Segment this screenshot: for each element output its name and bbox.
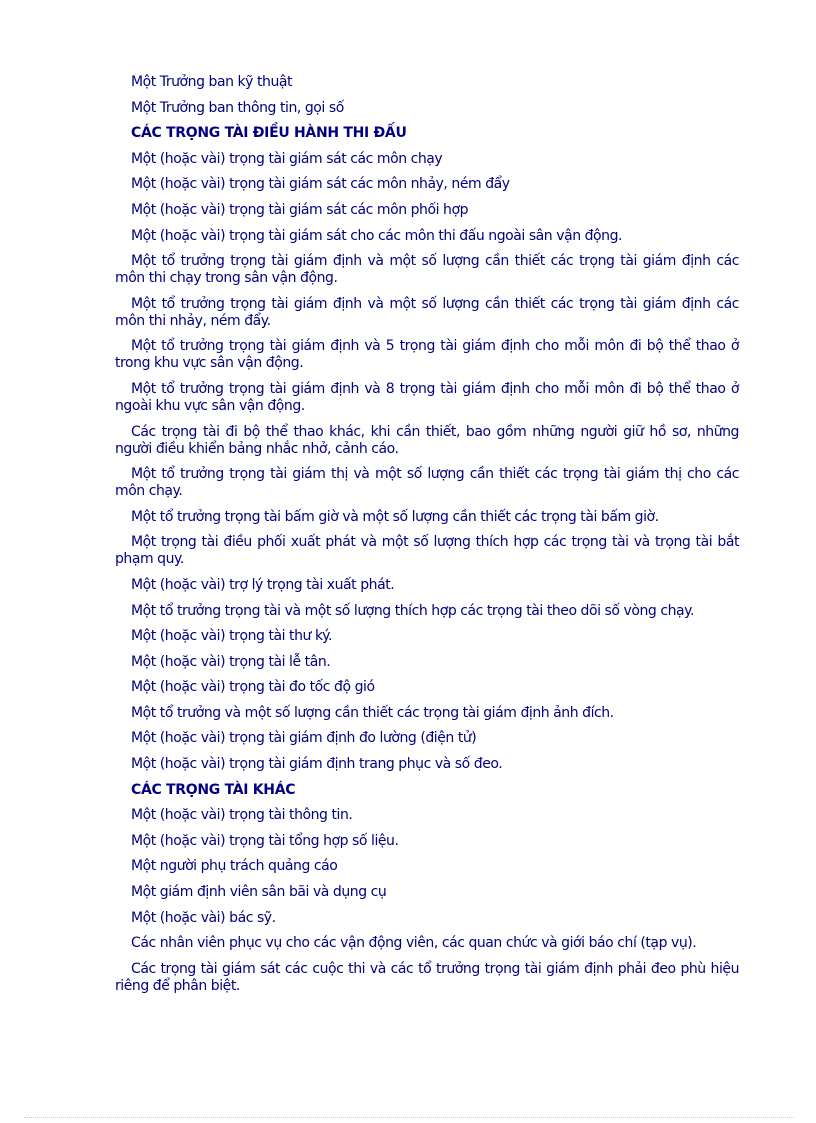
paragraph: Một (hoặc vài) trợ lý trọng tài xuất phát. [131, 576, 395, 593]
paragraph: Một trọng tài điều phối xuất phát và một số lượng thích hợp các trọng tài và trọng tài bắt phạm quy. [115, 534, 739, 568]
paragraph: Một (hoặc vài) trọng tài giám sát cho các môn thi đấu ngoài sân vận động. [131, 227, 623, 244]
paragraph: Một (hoặc vài) trọng tài giám sát các môn chạy [131, 150, 443, 167]
paragraph: Một tổ trưởng và một số lượng cần thiết các trọng tài giám định ảnh đích. [131, 704, 614, 721]
paragraph: Một tổ trưởng trọng tài giám định và 8 trọng tài giám định cho mỗi môn đi bộ thể thao ở ngoài khu vực sân vận động. [115, 380, 739, 414]
section-heading: CÁC TRỌNG TÀI KHÁC [131, 781, 296, 798]
paragraph: Các trọng tài đi bộ thể thao khác, khi cần thiết, bao gồm những người giữ hồ sơ, những người điều khiển bảng nhắc nhở, cảnh cáo. [115, 423, 739, 457]
paragraph: Một (hoặc vài) trọng tài giám sát các môn nhảy, ném đẩy [131, 176, 510, 193]
paragraph: Một (hoặc vài) trọng tài thư ký. [131, 628, 332, 645]
paragraph: Một tổ trưởng trọng tài giám định và 5 trọng tài giám định cho mỗi môn đi bộ thể thao ở trong khu vực sân vận động. [115, 338, 739, 372]
paragraph: Một (hoặc vài) trọng tài giám sát các môn phối hợp [131, 201, 469, 218]
paragraph: Một tổ trưởng trọng tài giám định và một số lượng cần thiết các trọng tài giám định các môn thi nhảy, ném đẩy. [115, 295, 739, 329]
page-bottom-divider [24, 1117, 794, 1118]
paragraph: Một (hoặc vài) trọng tài lễ tân. [131, 653, 331, 670]
paragraph: Một (hoặc vài) bác sỹ. [131, 909, 276, 926]
paragraph: Các trọng tài giám sát các cuộc thi và các tổ trưởng trọng tài giám định phải đeo phù hiệu riêng để phân biệt. [115, 960, 739, 994]
paragraph: Các nhân viên phục vụ cho các vận động viên, các quan chức và giới báo chí (tạp vụ). [131, 935, 697, 952]
paragraph: Một tổ trưởng trọng tài bấm giờ và một số lượng cần thiết các trọng tài bấm giờ. [131, 508, 659, 525]
paragraph: Một giám định viên sân bãi và dụng cụ [131, 884, 387, 901]
paragraph: Một (hoặc vài) trọng tài đo tốc độ gió [131, 679, 375, 696]
paragraph: Một (hoặc vài) trọng tài tổng hợp số liệu. [131, 832, 399, 849]
document-page [115, 74, 739, 1003]
paragraph: Một (hoặc vài) trọng tài giám định đo lường (điện tử) [131, 730, 477, 747]
paragraph: Một Trưởng ban kỹ thuật [131, 74, 293, 90]
paragraph: Một (hoặc vài) trọng tài thông tin. [131, 807, 353, 824]
paragraph: Một Trưởng ban thông tin, gọi số [131, 99, 344, 116]
paragraph: Một tổ trưởng trọng tài giám thị và một số lượng cần thiết các trọng tài giám thị cho các môn chạy. [115, 466, 739, 500]
paragraph: Một người phụ trách quảng cáo [131, 858, 338, 875]
section-heading: CÁC TRỌNG TÀI ĐIỀU HÀNH THI ĐẤU [131, 125, 407, 142]
paragraph: Một tổ trưởng trọng tài giám định và một số lượng cần thiết các trọng tài giám định các môn thi chạy trong sân vận động. [115, 253, 739, 287]
paragraph: Một (hoặc vài) trọng tài giám định trang phục và số đeo. [131, 756, 503, 773]
paragraph: Một tổ trưởng trọng tài và một số lượng thích hợp các trọng tài theo dõi số vòng chạy. [131, 602, 694, 619]
